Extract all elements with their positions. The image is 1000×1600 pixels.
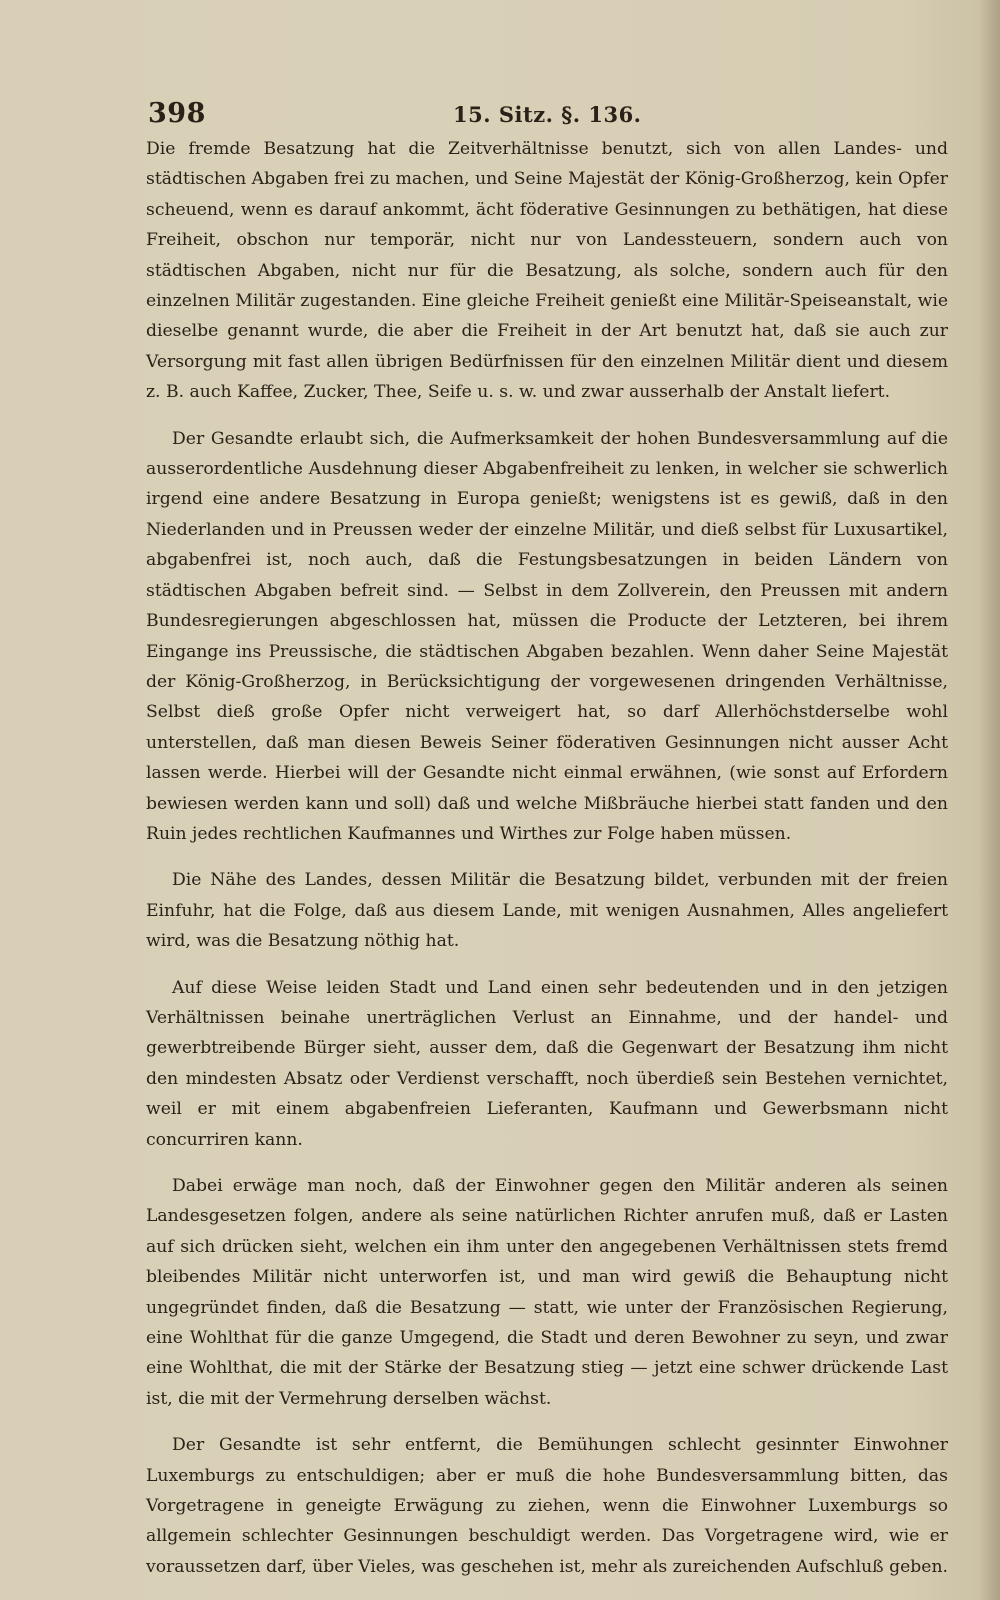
body-text xyxy=(146,134,948,1598)
page-edge-shadow xyxy=(978,0,1000,1600)
page-header xyxy=(148,98,960,134)
paragraph-3: Die Nähe des Landes, dessen Militär die Besatzung bildet, verbunden mit der freien Einfuhr, hat die Folge, daß aus diesem Lande, mit wenigen Ausnahmen, Alles angeliefert wird, was die Besatzung nöthig hat. xyxy=(146,870,948,952)
page-number: 398 xyxy=(148,98,206,129)
paragraph-1: Die fremde Besatzung hat die Zeitverhältnisse benutzt, sich von allen Landes- und städtischen Abgaben frei zu machen, und Seine Majestät der König-Großherzog, kein Opfer scheuend, wenn es darauf ankommt, ächt föderative Gesinnungen zu bethätigen, hat diese Freiheit, obschon nur temporär, nicht nur von Landessteuern, sondern auch von städtischen Abgaben, nicht nur für die Besatzung, als solche, sondern auch für den einzelnen Militär zugestanden. Eine gleiche Freiheit genießt eine Militär-Speiseanstalt, wie dieselbe genannt wurde, die aber die Freiheit in der Art benutzt hat, daß sie auch zur Versorgung mit fast allen übrigen Bedürfnissen für den einzelnen Militär dient und diesem z. B. auch Kaffee, Zucker, Thee, Seife u. s. w. und zwar ausserhalb der Anstalt liefert. xyxy=(146,139,948,403)
running-head: 15. Sitz. §. 136. xyxy=(453,102,642,127)
paragraph-4: Auf diese Weise leiden Stadt und Land einen sehr bedeutenden und in den jetzigen Verhältnissen beinahe unerträglichen Verlust an Einnahme, und der handel- und gewerbtreibende Bürger sieht, ausser dem, daß die Gegenwart der Besatzung ihm nicht den mindesten Absatz oder Verdienst verschafft, noch überdieß sein Bestehen vernichtet, weil er mit einem abgabenfreien Lieferanten, Kaufmann und Gewerbsmann nicht concurriren kann. xyxy=(146,977,948,1150)
paragraph-6: Der Gesandte ist sehr entfernt, die Bemühungen schlecht gesinnter Einwohner Luxemburgs zu entschuldigen; aber er muß die hohe Bundesversammlung bitten, das Vorgetragene in geneigte Erwägung zu ziehen, wenn die Einwohner Luxemburgs so allgemein schlechter Gesinnungen beschuldigt werden. Das Vorgetragene wird, wie er voraussetzen darf, über Vieles, was geschehen ist, mehr als zureichenden Aufschluß geben. xyxy=(146,1435,949,1577)
paragraph-5: Dabei erwäge man noch, daß der Einwohner gegen den Militär anderen als seinen Landesgesetzen folgen, andere als seine natürlichen Richter anrufen muß, daß er Lasten auf sich drücken sieht, welchen ein ihm unter den angegebenen Verhältnissen stets fremd bleibendes Militär nicht unterworfen ist, und man wird gewiß die Behauptung nicht ungegründet finden, daß die Besatzung — statt, wie unter der Französischen Regierung, eine Wohlthat für die ganze Umgegend, die Stadt und deren Bewohner zu seyn, und zwar eine Wohlthat, die mit der Stärke der Besatzung stieg — jetzt eine schwer drückende Last ist, die mit der Vermehrung derselben wächst. xyxy=(146,1176,948,1409)
paragraph-2: Der Gesandte erlaubt sich, die Aufmerksamkeit der hohen Bundesversammlung auf die ausserordentliche Ausdehnung dieser Abgabenfreiheit zu lenken, in welcher sie schwerlich irgend eine andere Besatzung in Europa genießt; wenigstens ist es gewiß, daß in den Niederlanden und in Preussen weder der einzelne Militär, und dieß selbst für Luxusartikel, abgabenfrei ist, noch auch, daß die Festungsbesatzungen in beiden Ländern von städtischen Abgaben befreit sind. — Selbst in dem Zollverein, den Preussen mit andern Bundesregierungen abgeschlossen hat, müssen die Producte der Letzteren, bei ihrem Eingange ins Preussische, die städtischen Abgaben bezahlen. Wenn daher Seine Majestät der König-Großherzog, in Berücksichtigung der vorgewesenen dringenden Verhältnisse, Selbst dieß große Opfer nicht verweigert hat, so darf Allerhöchstderselbe wohl unterstellen, daß man diesen Beweis Seiner föderativen Gesinnungen nicht ausser Acht lassen werde. Hierbei will der Gesandte nicht einmal erwähnen, (wie sonst auf Erfordern bewiesen werden kann und soll) daß und welche Mißbräuche hierbei statt fanden und den Ruin jedes rechtlichen Kaufmannes und Wirthes zur Folge haben müssen. xyxy=(146,428,948,844)
